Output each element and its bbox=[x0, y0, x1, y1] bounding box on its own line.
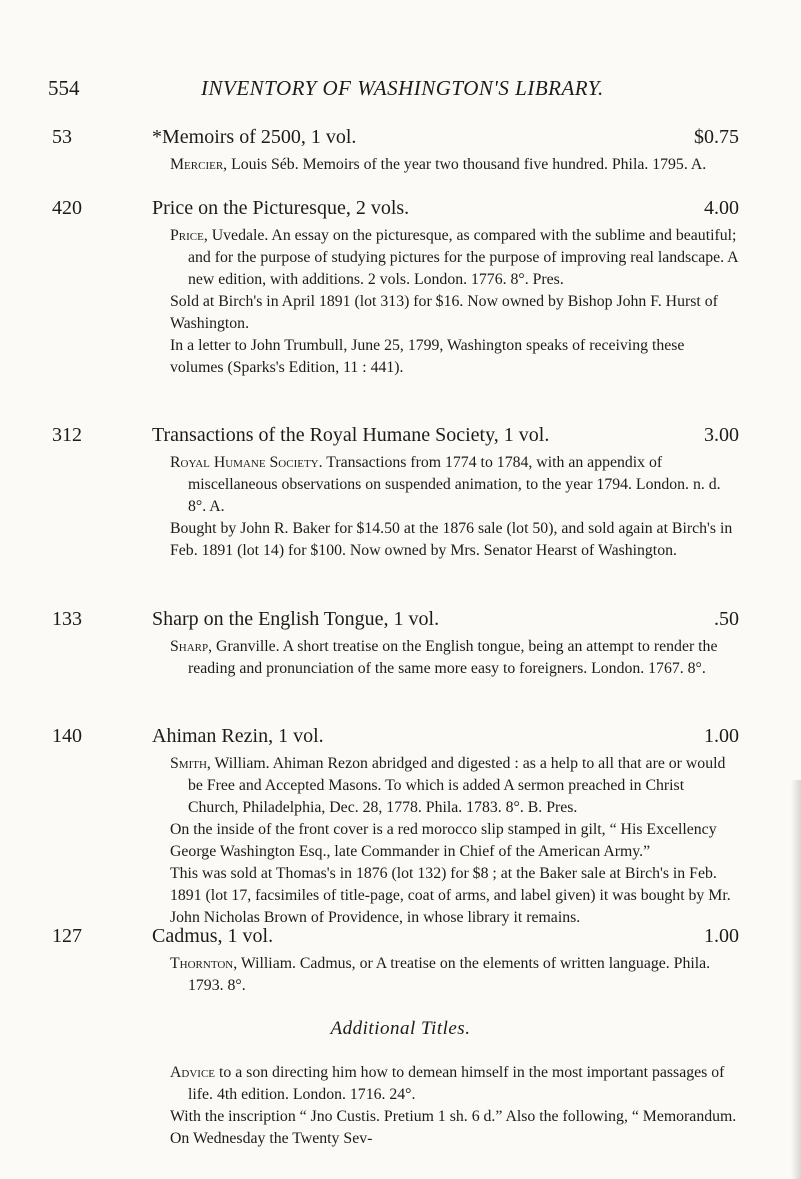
section-heading: Additional Titles. bbox=[330, 1018, 471, 1039]
entry-title: Cadmus, 1 vol. bbox=[152, 925, 274, 947]
entry-title: Transactions of the Royal Humane Society, 1 vol. bbox=[152, 424, 550, 446]
entry-price: 1.00 bbox=[704, 725, 739, 747]
provenance-note: In a letter to John Trumbull, June 25, 1799, Washington speaks of receiving these volumes (Sparks's Edition, 11 : 441). bbox=[170, 337, 685, 376]
entry-description bbox=[170, 452, 738, 562]
entry-price: 3.00 bbox=[704, 424, 739, 446]
author-name: Smith, bbox=[170, 755, 211, 772]
additional-titles bbox=[170, 1062, 738, 1150]
bibliographic-line: Advice to a son directing him how to demean himself in the most important passages of life. 4th edition. London. 1716. 24°. bbox=[170, 1064, 725, 1103]
entry-description bbox=[170, 636, 738, 680]
bibliographic-line: Price, Uvedale. An essay on the picturesque, as compared with the sublime and beautiful; and for the purpose of studying pictures for the purpose of improving real landscape. A new edition, with additions. 2 vols. London. 1776. 8°. Pres. bbox=[170, 227, 738, 288]
lot-number: 127 bbox=[52, 925, 82, 947]
page-number: 554 bbox=[48, 76, 80, 100]
author-name: Sharp, bbox=[170, 638, 213, 655]
entry-title: Price on the Picturesque, 2 vols. bbox=[152, 197, 410, 219]
lot-number: 420 bbox=[52, 197, 82, 219]
page-title: INVENTORY OF WASHINGTON'S LIBRARY. bbox=[201, 76, 604, 100]
entry-description bbox=[170, 225, 738, 379]
bibliographic-line: Mercier, Louis Séb. Memoirs of the year two thousand five hundred. Phila. 1795. A. bbox=[170, 156, 707, 173]
provenance-note: With the inscription “ Jno Custis. Pretium 1 sh. 6 d.” Also the following, “ Memorandum. On Wednesday the Twenty Sev- bbox=[170, 1108, 737, 1147]
entry-price: 1.00 bbox=[704, 925, 739, 947]
bibliographic-line: Smith, William. Ahiman Rezon abridged and digested : as a help to all that are or would be Free and Accepted Masons. To which is added A sermon preached in Christ Church, Philadelphia, Dec. 28, 1778. Phila. 1783. 8°. B. Pres. bbox=[170, 755, 726, 816]
bibliographic-line: Sharp, Granville. A short treatise on the English tongue, being an attempt to render the reading and pronunciation of the same more easy to foreigners. London. 1767. 8°. bbox=[170, 638, 718, 677]
lot-number: 140 bbox=[52, 725, 82, 747]
author-name: Mercier, bbox=[170, 156, 228, 173]
entry-title: *Memoirs of 2500, 1 vol. bbox=[152, 126, 357, 148]
provenance-note: Bought by John R. Baker for $14.50 at the 1876 sale (lot 50), and sold again at Birch's in Feb. 1891 (lot 14) for $100. Now owned by Mrs. Senator Hearst of Washington. bbox=[170, 520, 733, 559]
entry-description bbox=[170, 953, 738, 997]
entry-description bbox=[170, 154, 738, 176]
lot-number: 53 bbox=[52, 126, 72, 148]
bibliographic-line: Royal Humane Society. Transactions from 1774 to 1784, with an appendix of miscellaneous observations on suspended animation, to the year 1794. London. n. d. 8°. A. bbox=[170, 454, 721, 515]
provenance-note: Sold at Birch's in April 1891 (lot 313) for $16. Now owned by Bishop John F. Hurst of Washington. bbox=[170, 293, 718, 332]
lot-number: 312 bbox=[52, 424, 82, 446]
entry-title: Ahiman Rezin, 1 vol. bbox=[152, 725, 324, 747]
bibliographic-line: Thornton, William. Cadmus, or A treatise on the elements of written language. Phila. 1793. 8°. bbox=[170, 955, 711, 994]
lot-number: 133 bbox=[52, 608, 82, 630]
author-name: Price, bbox=[170, 227, 208, 244]
entry-price: $0.75 bbox=[694, 126, 739, 148]
author-name: Royal Humane Society. bbox=[170, 454, 323, 471]
entry-title: Sharp on the English Tongue, 1 vol. bbox=[152, 608, 440, 630]
entry-description bbox=[170, 753, 738, 929]
page-edge-shadow bbox=[791, 780, 801, 1179]
author-name: Thornton, bbox=[170, 955, 238, 972]
entry-price: 4.00 bbox=[704, 197, 739, 219]
entry-price: .50 bbox=[714, 608, 739, 630]
provenance-note: This was sold at Thomas's in 1876 (lot 132) for $8 ; at the Baker sale at Birch's in Feb. 1891 (lot 17, facsimiles of title-page, coat of arms, and label given) it was bought by Mr. John Nicholas Brown of Providence, in whose library it remains. bbox=[170, 865, 731, 926]
author-name: Advice bbox=[170, 1064, 216, 1081]
running-head bbox=[48, 76, 748, 106]
provenance-note: On the inside of the front cover is a red morocco slip stamped in gilt, “ His Excellency George Washington Esq., late Commander in Chief of the American Army.” bbox=[170, 821, 717, 860]
